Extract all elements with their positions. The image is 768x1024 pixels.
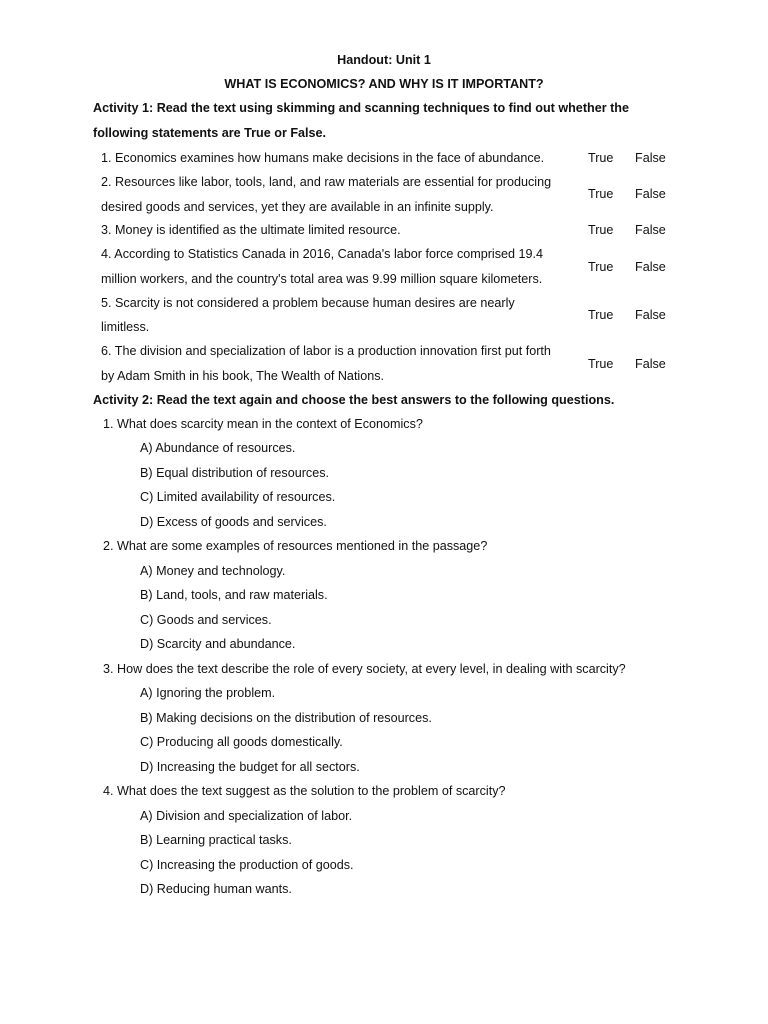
question-3-option-d[interactable]: D) Increasing the budget for all sectors. — [140, 760, 360, 774]
statement-5-text-line1: 5. Scarcity is not considered a problem because human desires are nearly — [101, 296, 515, 310]
question-3-text: 3. How does the text describe the role of every society, at every level, in dealing with scarcity? — [103, 662, 626, 676]
question-2-option-c[interactable]: C) Goods and services. — [140, 613, 272, 627]
question-4-option-d[interactable]: D) Reducing human wants. — [140, 882, 292, 896]
statement-2-text-line1: 2. Resources like labor, tools, land, and raw materials are essential for producing — [101, 175, 552, 189]
statement-3-text: 3. Money is identified as the ultimate limited resource. — [101, 223, 401, 237]
statement-1-true-option[interactable]: True — [588, 151, 614, 165]
document-title: Handout: Unit 1 — [337, 53, 431, 67]
statement-4-true-option[interactable]: True — [588, 260, 614, 274]
question-2-text: 2. What are some examples of resources mentioned in the passage? — [103, 539, 488, 553]
statement-6-text-line2: by Adam Smith in his book, The Wealth of Nations. — [101, 369, 385, 383]
activity1-instruction-line1: Activity 1: Read the text using skimming and scanning techniques to find out whether the — [93, 101, 629, 115]
question-2-option-a[interactable]: A) Money and technology. — [140, 564, 286, 578]
statement-3-true-option[interactable]: True — [588, 223, 614, 237]
activity1-instruction-line2: following statements are True or False. — [93, 126, 327, 140]
statement-1-text: 1. Economics examines how humans make decisions in the face of abundance. — [101, 151, 545, 165]
statement-2-true-option[interactable]: True — [588, 187, 614, 201]
statement-5-true-option[interactable]: True — [588, 308, 614, 322]
statement-2-text-line2: desired goods and services, yet they are available in an infinite supply. — [101, 200, 494, 214]
question-3-option-b[interactable]: B) Making decisions on the distribution of resources. — [140, 711, 432, 725]
question-1-option-b[interactable]: B) Equal distribution of resources. — [140, 466, 329, 480]
question-2-option-d[interactable]: D) Scarcity and abundance. — [140, 637, 296, 651]
statement-5-false-option[interactable]: False — [635, 308, 666, 322]
document-subtitle: WHAT IS ECONOMICS? AND WHY IS IT IMPORTANT? — [224, 77, 544, 91]
question-1-option-d[interactable]: D) Excess of goods and services. — [140, 515, 327, 529]
question-3-option-c[interactable]: C) Producing all goods domestically. — [140, 735, 343, 749]
question-1-text: 1. What does scarcity mean in the context of Economics? — [103, 417, 423, 431]
question-1-option-c[interactable]: C) Limited availability of resources. — [140, 490, 336, 504]
question-4-option-a[interactable]: A) Division and specialization of labor. — [140, 809, 353, 823]
activity2-instruction: Activity 2: Read the text again and choose the best answers to the following questions. — [93, 393, 615, 407]
statement-4-false-option[interactable]: False — [635, 260, 666, 274]
statement-2-false-option[interactable]: False — [635, 187, 666, 201]
statement-4-text-line1: 4. According to Statistics Canada in 2016, Canada's labor force comprised 19.4 — [101, 247, 544, 261]
statement-1-false-option[interactable]: False — [635, 151, 666, 165]
statement-6-true-option[interactable]: True — [588, 357, 614, 371]
statement-4-text-line2: million workers, and the country's total area was 9.99 million square kilometers. — [101, 272, 543, 286]
statement-5-text-line2: limitless. — [101, 320, 150, 334]
question-4-option-c[interactable]: C) Increasing the production of goods. — [140, 858, 354, 872]
question-2-option-b[interactable]: B) Land, tools, and raw materials. — [140, 588, 328, 602]
statement-6-text-line1: 6. The division and specialization of labor is a production innovation first put forth — [101, 344, 551, 358]
question-3-option-a[interactable]: A) Ignoring the problem. — [140, 686, 276, 700]
statement-6-false-option[interactable]: False — [635, 357, 666, 371]
question-1-option-a[interactable]: A) Abundance of resources. — [140, 441, 296, 455]
statement-3-false-option[interactable]: False — [635, 223, 666, 237]
question-4-option-b[interactable]: B) Learning practical tasks. — [140, 833, 292, 847]
question-4-text: 4. What does the text suggest as the solution to the problem of scarcity? — [103, 784, 506, 798]
